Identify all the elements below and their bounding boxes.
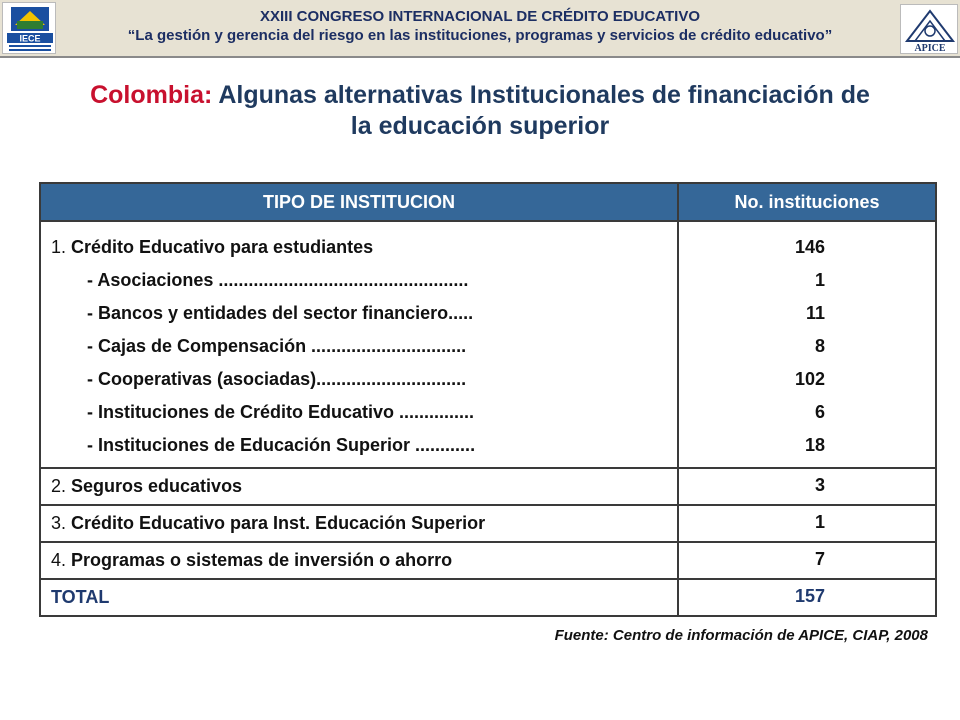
congress-subtitle: “La gestión y gerencia del riesgo en las instituciones, programas y servicios de crédito educativo” [127,27,833,44]
row-label: 3. Crédito Educativo para Inst. Educación Superior [40,505,678,542]
group-values-cell [678,221,936,468]
title-text: Algunas alternativas Institucionales de financiación de la educación superior [212,81,870,140]
header-tipo: TIPO DE INSTITUCION [40,183,678,221]
svg-text:APICE: APICE [914,43,946,54]
row-label: 2. Seguros educativos [40,468,678,505]
table-row [40,542,936,579]
institutions-table [39,182,937,617]
header-numero: No. instituciones [678,183,936,221]
sub-item-value: 11 [805,303,825,323]
sub-item-value: 8 [814,336,825,356]
congress-title: XXIII CONGRESO INTERNACIONAL DE CRÉDITO EDUCATIVO [259,8,701,25]
title-country: Colombia: [90,81,213,109]
total-row [40,579,936,616]
sub-item-value: 1 [814,270,825,290]
group-cell [40,221,678,468]
table-row [40,505,936,542]
row-value: 7 [678,542,936,579]
slide-header [0,0,960,58]
source-note: Fuente: Centro de información de APICE, CIAP, 2008 [554,627,928,644]
table-row [40,468,936,505]
total-value: 157 [678,579,936,616]
svg-text:IECE: IECE [19,33,41,44]
sub-item: - Instituciones de Crédito Educativo ............... [87,402,475,422]
total-label: TOTAL [40,579,678,616]
sub-item-value: 102 [794,369,825,389]
group-title: 1. Crédito Educativo para estudiantes [51,237,374,257]
sub-item: - Instituciones de Educación Superior ............ [87,435,476,455]
row-value: 1 [678,505,936,542]
table-header-row [40,183,936,221]
table-row [40,221,936,468]
row-label: 4. Programas o sistemas de inversión o ahorro [40,542,678,579]
page-title [80,80,880,142]
sub-item: - Asociaciones .................................................. [87,270,469,290]
row-value: 3 [678,468,936,505]
apice-logo [900,4,958,54]
sub-item-value: 18 [804,435,825,455]
sub-item: - Cajas de Compensación ............................... [87,336,467,356]
sub-item: - Cooperativas (asociadas).............................. [87,369,467,389]
sub-item-value: 6 [814,402,825,422]
sub-item: - Bancos y entidades del sector financiero..... [87,303,474,323]
group-value: 146 [794,237,825,257]
